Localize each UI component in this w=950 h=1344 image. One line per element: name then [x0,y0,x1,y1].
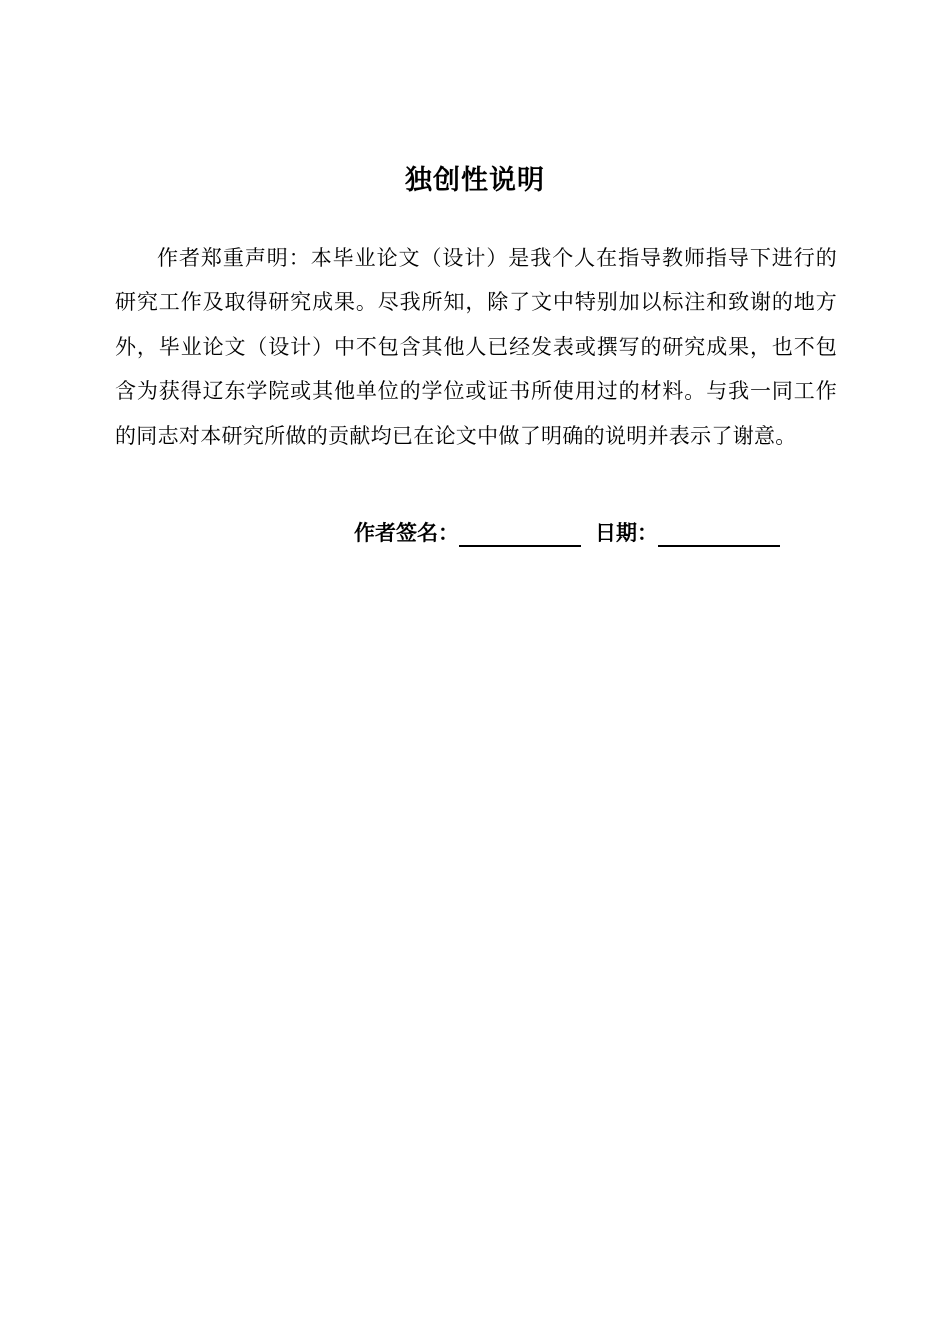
declaration-paragraph: 作者郑重声明：本毕业论文（设计）是我个人在指导教师指导下进行的研究工作及取得研究成果。尽我所知，除了文中特别加以标注和致谢的地方外，毕业论文（设计）中不包含其他人已经发表或撰写的研究成果，也不包含为获得辽东学院或其他单位的学位或证书所使用过的材料。与我一同工作的同志对本研究所做的贡献均已在论文中做了明确的说明并表示了谢意。 [115,246,837,448]
signature-blank [459,520,581,547]
date-label: 日期： [595,521,658,545]
page-title: 独创性说明 [405,165,545,196]
date-blank [658,520,780,547]
signature-label: 作者签名： [354,521,459,545]
signature-row [354,517,780,547]
